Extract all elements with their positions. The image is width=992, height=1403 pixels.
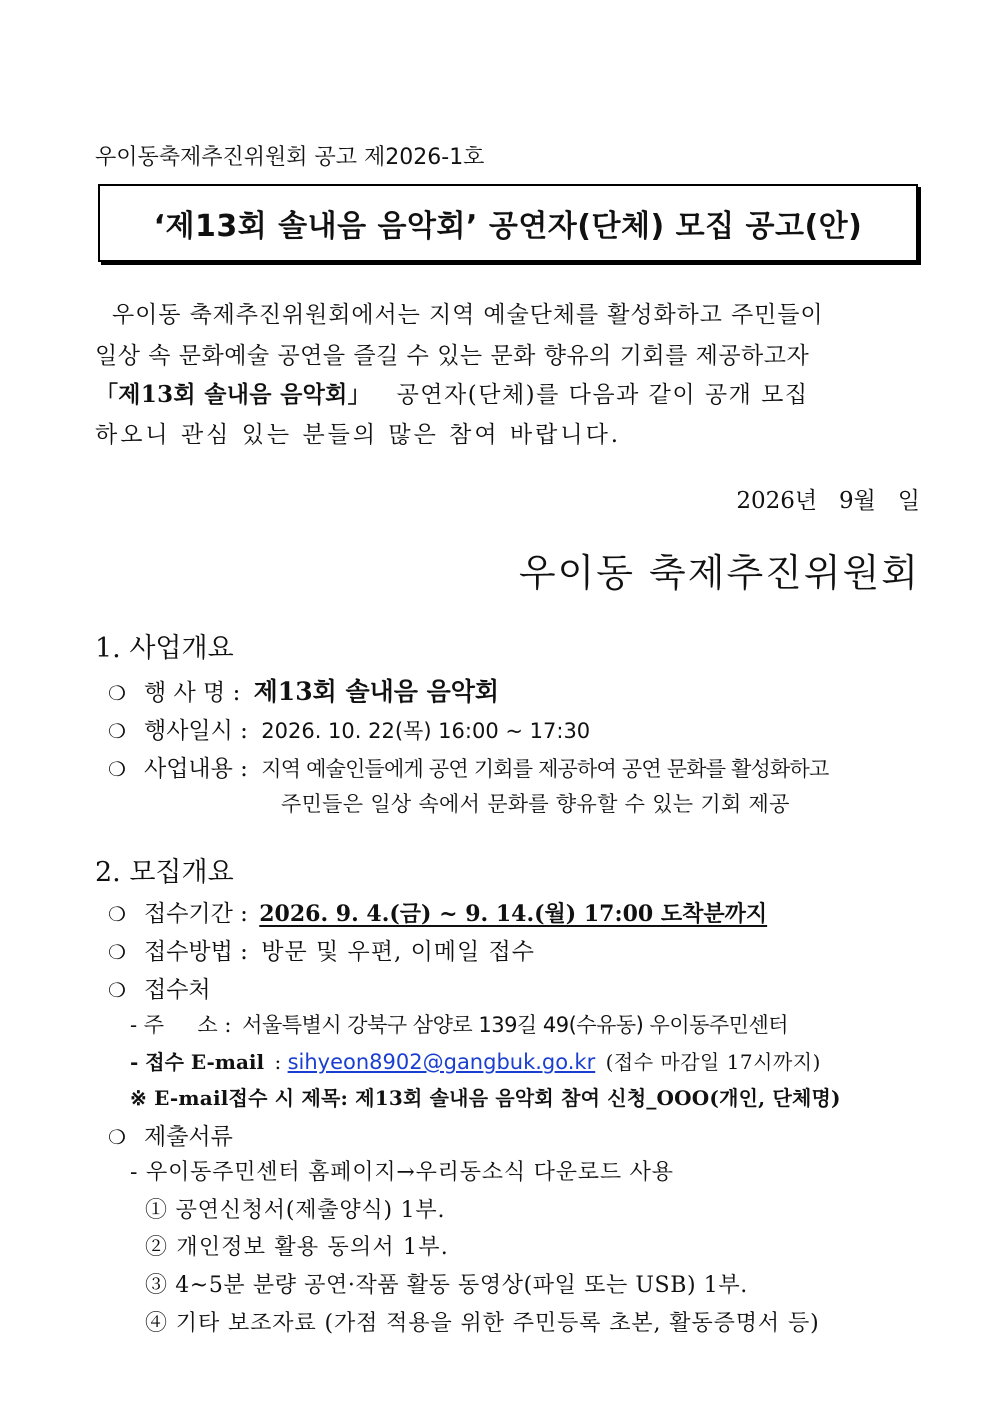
- documents-source: - 우이동주민센터 홈페이지→우리동소식 다운로드 사용: [130, 1160, 674, 1185]
- bullet-icon: ❍: [108, 681, 126, 705]
- intro-line-3: [95, 376, 809, 409]
- bullet-icon: ❍: [108, 757, 126, 781]
- section-2-heading: 2. 모집개요: [95, 857, 234, 888]
- item-application-period: [108, 895, 767, 928]
- item-value: 2026. 9. 4.(금) ~ 9. 14.(월) 17:00 도착분까지: [259, 901, 768, 927]
- intro-line-1: 우이동 축제추진위원회에서는 지역 예술단체를 활성화하고 주민들이: [112, 302, 824, 328]
- item-label: 접수기간 :: [144, 901, 248, 927]
- item-label: 접수방법 :: [144, 939, 248, 965]
- email-link[interactable]: sihyeon8902@gangbuk.go.kr: [287, 1050, 596, 1074]
- item-event-content: [108, 750, 829, 783]
- item-label: 사업내용 :: [144, 756, 248, 782]
- intro-line-3-rest: 공연자(단체)를 다음과 같이 공개 모집: [396, 382, 809, 408]
- item-label: 행사일시 :: [144, 718, 248, 744]
- item-label: 제출서류: [144, 1124, 233, 1150]
- announcement-date: 2026년 9월 일: [736, 488, 920, 514]
- item-event-date: [108, 712, 590, 745]
- item-label: 접수처: [144, 977, 211, 1003]
- bullet-icon: ❍: [108, 940, 126, 964]
- document-item-2: ② 개인정보 활용 동의서 1부.: [145, 1235, 449, 1260]
- document-item-1: ① 공연신청서(제출양식) 1부.: [145, 1198, 446, 1223]
- item-application-place: [108, 971, 211, 1004]
- document-title: ‘제13회 솔내음 음악회’ 공연자(단체) 모집 공고(안): [153, 209, 863, 244]
- item-label: 행 사 명 :: [144, 680, 241, 706]
- item-value: 2026. 10. 22(목) 16:00 ~ 17:30: [261, 719, 591, 743]
- bullet-icon: ❍: [108, 902, 126, 926]
- address-line: [130, 1009, 788, 1039]
- event-name-bracket: 「제13회 솔내음 음악회」: [95, 381, 371, 408]
- bullet-icon: ❍: [108, 719, 126, 743]
- bullet-icon: ❍: [108, 978, 126, 1002]
- item-event-name: [108, 672, 499, 708]
- intro-line-2: 일상 속 문화예술 공연을 즐길 수 있는 문화 향유의 기회를 제공하고자: [95, 343, 810, 369]
- document-item-4: ④ 기타 보조자료 (가점 적용을 위한 주민등록 초본, 활동증명서 등): [145, 1311, 820, 1336]
- notice-number: 우이동축제추진위원회 공고 제2026-1호: [95, 145, 485, 170]
- email-label: - 접수 E-mail: [130, 1050, 265, 1074]
- organization-name: 우이동 축제추진위원회: [518, 551, 920, 595]
- bullet-icon: ❍: [108, 1125, 126, 1149]
- email-subject-note: ※ E-mail접수 시 제목: 제13회 솔내음 음악회 참여 신청_OOO(개인, 단체명): [130, 1086, 841, 1110]
- item-application-method: [108, 933, 535, 966]
- item-value: 지역 예술인들에게 공연 기회를 제공하여 공연 문화를 활성화하고: [261, 757, 829, 781]
- section-1-heading: 1. 사업개요: [95, 633, 234, 664]
- item-value: 방문 및 우편, 이메일 접수: [261, 939, 535, 965]
- address-label: - 주 소 :: [130, 1013, 232, 1037]
- email-line: [130, 1046, 821, 1075]
- intro-line-4: 하오니 관심 있는 분들의 많은 참여 바랍니다.: [95, 422, 622, 448]
- item-documents: [108, 1118, 233, 1151]
- email-deadline-note: (접수 마감일 17시까지): [605, 1050, 821, 1074]
- title-box: [98, 184, 918, 262]
- document-item-3: ③ 4~5분 분량 공연·작품 활동 동영상(파일 또는 USB) 1부.: [145, 1273, 748, 1298]
- item-value: 제13회 솔내음 음악회: [253, 677, 500, 706]
- address-value: 서울특별시 강북구 삼양로 139길 49(수유동) 우이동주민센터: [242, 1013, 789, 1037]
- item-event-content-line2: 주민들은 일상 속에서 문화를 향유할 수 있는 기회 제공: [281, 792, 790, 816]
- email-separator: :: [274, 1050, 282, 1074]
